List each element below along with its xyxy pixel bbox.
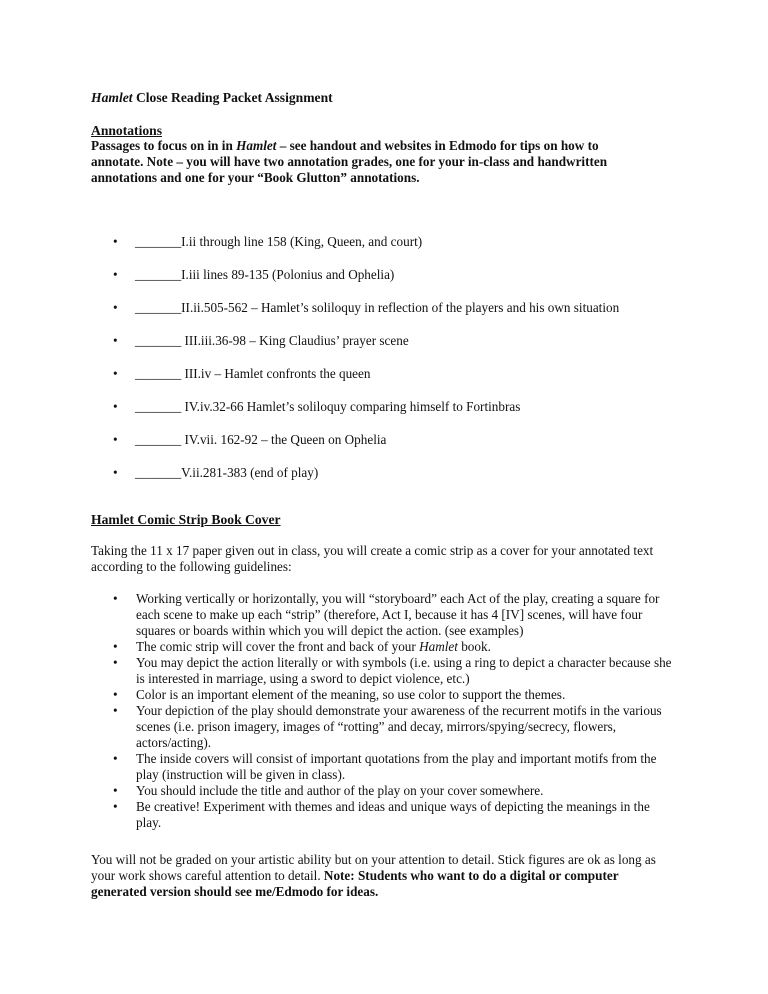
guideline-item [0,799,676,831]
passage-item [0,300,768,333]
guideline-text: The inside covers will consist of important quotations from the play and important motifs from the play (instruction will be given in class). [136,751,657,782]
guideline-item [0,751,676,783]
closing-paragraph [91,852,671,900]
bullet-icon: • [113,799,118,814]
guideline-text-end: book. [457,639,491,654]
passage-item [0,267,768,300]
passage-text: _______II.ii.505-562 – Hamlet’s soliloquy in reflection of the players and his own situation [135,300,620,315]
page-title [91,90,333,106]
passage-text: _______ IV.vii. 162-92 – the Queen on Ophelia [135,432,387,447]
title-rest: Close Reading Packet Assignment [132,90,333,105]
title-italic: Hamlet [91,90,133,105]
passage-text: _______ III.iii.36-98 – King Claudius’ prayer scene [135,333,409,348]
annotations-instructions [91,138,651,186]
bullet-icon: • [113,639,118,654]
annotations-text-part2: – see handout and websites in Edmodo for tips on how to annotate. Note – you will have two annotation grades, one for your in-class and handwritten annotations and one for your “Book Glutton” annotations. [91,138,608,185]
passage-text: _______ III.iv – Hamlet confronts the queen [135,366,371,381]
bullet-icon: • [113,591,118,606]
guideline-text: The comic strip will cover the front and back of your [136,639,420,654]
guideline-item [0,639,676,655]
passage-item [0,234,768,267]
passage-list [0,234,768,498]
passage-item [0,399,768,432]
guideline-text: Working vertically or horizontally, you will “storyboard” each Act of the play, creating a square for each scene to make up each “strip” (therefore, Act I, because it has 4 [IV] scenes, will have four squares or boards within which you will depict the action. (see examples) [136,591,660,638]
annotations-text-italic: Hamlet [236,138,277,153]
bullet-icon: • [113,703,118,718]
guideline-item [0,655,676,687]
passage-item [0,333,768,366]
passage-text: _______I.iii lines 89-135 (Polonius and Ophelia) [135,267,395,282]
guideline-text: You may depict the action literally or with symbols (i.e. using a ring to depict a character because she is interested in marriage, using a sword to depict violence, etc.) [136,655,672,686]
guideline-item [0,591,676,639]
passage-text: _______I.ii through line 158 (King, Queen, and court) [135,234,423,249]
closing-note: Note: Students who want to do a digital or computer generated version should see me/Edmodo for ideas. [91,868,619,899]
guideline-item [0,687,676,703]
passage-text: _______V.ii.281-383 (end of play) [135,465,319,480]
guideline-text: Your depiction of the play should demonstrate your awareness of the recurrent motifs in the various scenes (i.e. prison imagery, images of “rotting” and decay, mirrors/spying/secrecy, flowers, actors/acting). [136,703,662,750]
closing-text: You will not be graded on your artistic ability but on your attention to detail. Stick figures are ok as long as your work shows careful attention to detail. [91,852,656,883]
comic-heading: Hamlet Comic Strip Book Cover [91,512,281,527]
bullet-icon: • [113,783,118,798]
passage-item [0,366,768,399]
bullet-icon: • [113,399,118,414]
bullet-icon: • [113,465,118,480]
bullet-icon: • [113,267,118,282]
bullet-icon: • [113,751,118,766]
passage-text: _______ IV.iv.32-66 Hamlet’s soliloquy comparing himself to Fortinbras [135,399,521,414]
guideline-item [0,783,676,799]
bullet-icon: • [113,655,118,670]
comic-intro: Taking the 11 x 17 paper given out in class, you will create a comic strip as a cover for your annotated text according to the following guidelines: [91,543,654,574]
guideline-text: Color is an important element of the meaning, so use color to support the themes. [136,687,566,702]
guideline-text: Be creative! Experiment with themes and ideas and unique ways of depicting the meanings in the play. [136,799,650,830]
passage-item [0,465,768,498]
guideline-text: You should include the title and author of the play on your cover somewhere. [136,783,544,798]
bullet-icon: • [113,234,118,249]
guideline-text-italic: Hamlet [419,639,458,654]
bullet-icon: • [113,432,118,447]
annotations-heading: Annotations [91,123,163,138]
annotations-text-part1: Passages to focus on in in [91,138,237,153]
bullet-icon: • [113,687,118,702]
guideline-list [0,591,768,831]
guideline-item [0,703,676,751]
passage-item [0,432,768,465]
bullet-icon: • [113,333,118,348]
bullet-icon: • [113,366,118,381]
bullet-icon: • [113,300,118,315]
